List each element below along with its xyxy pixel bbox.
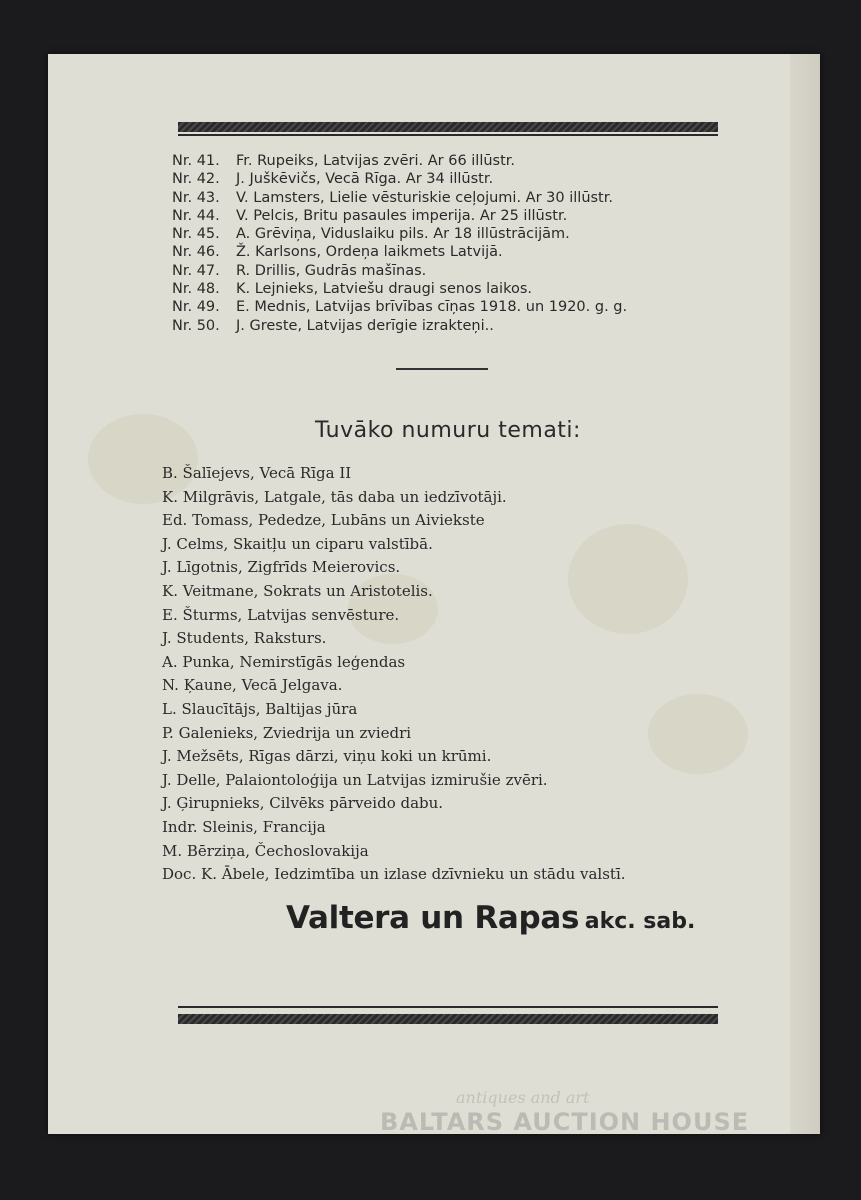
series-title: V. Pelcis, Britu pasaules imperija. Ar 25 illūstr. bbox=[236, 207, 568, 224]
series-item bbox=[172, 280, 732, 298]
series-number: Nr. 48. bbox=[172, 281, 220, 298]
series-title: J. Juškēvičs, Vecā Rīga. Ar 34 illūstr. bbox=[236, 171, 494, 188]
upcoming-item: J. Līgotnis, Zigfrīds Meierovics. bbox=[162, 558, 401, 577]
series-item bbox=[172, 170, 732, 188]
page-edge bbox=[790, 54, 820, 1134]
upcoming-item: J. Ģirupnieks, Cilvēks pārveido dabu. bbox=[162, 794, 444, 813]
bottom-decorative-rule bbox=[178, 1014, 718, 1024]
series-number: Nr. 42. bbox=[172, 171, 220, 188]
series-item bbox=[172, 262, 732, 280]
top-thin-rule bbox=[178, 134, 718, 136]
upcoming-item: J. Delle, Palaiontoloģija un Latvijas izmirušie zvēri. bbox=[162, 770, 548, 789]
publisher-imprint bbox=[286, 900, 786, 936]
publisher-name: Valtera un Rapas bbox=[286, 900, 580, 936]
section-divider bbox=[396, 368, 488, 370]
series-number: Nr. 44. bbox=[172, 207, 220, 224]
upcoming-item: B. Šalīejevs, Vecā Rīga II bbox=[162, 464, 352, 482]
series-item bbox=[172, 317, 732, 335]
series-item bbox=[172, 152, 732, 170]
upcoming-item: P. Galenieks, Zviedrija un zviedri bbox=[162, 723, 412, 742]
upcoming-item: Indr. Sleinis, Francija bbox=[162, 817, 326, 836]
upcoming-item: E. Šturms, Latvijas senvēsture. bbox=[162, 605, 400, 624]
series-item bbox=[172, 243, 732, 261]
upcoming-item: J. Students, Raksturs. bbox=[162, 629, 327, 648]
upcoming-item: K. Milgrāvis, Latgale, tās daba un iedzīvotāji. bbox=[162, 487, 507, 506]
upcoming-item: J. Mežsēts, Rīgas dārzi, viņu koki un krūmi. bbox=[162, 747, 492, 766]
series-item bbox=[172, 207, 732, 225]
series-item bbox=[172, 189, 732, 207]
series-title: Fr. Rupeiks, Latvijas zvēri. Ar 66 illūstr. bbox=[236, 153, 516, 169]
auction-house-watermark: BALTARS AUCTION HOUSE bbox=[380, 1108, 750, 1136]
series-title: K. Lejnieks, Latviešu draugi senos laikos. bbox=[236, 281, 532, 298]
upcoming-item: J. Celms, Skaitļu un ciparu valstībā. bbox=[162, 534, 433, 553]
series-title: J. Greste, Latvijas derīgie izrakteņi.. bbox=[236, 317, 494, 334]
series-list bbox=[172, 152, 732, 335]
series-title: V. Lamsters, Lielie vēsturiskie ceļojumi. Ar 30 illūstr. bbox=[236, 189, 613, 206]
upcoming-item: Doc. K. Ābele, Iedzimtība un izlase dzīvnieku un stādu valstī. bbox=[162, 865, 626, 884]
upcoming-item: Ed. Tomass, Pededze, Lubāns un Aiviekste bbox=[162, 511, 485, 530]
series-item bbox=[172, 225, 732, 243]
series-number: Nr. 43. bbox=[172, 189, 220, 206]
upcoming-item: M. Bērziņa, Čechoslovakija bbox=[162, 841, 369, 860]
bottom-thin-rule bbox=[178, 1006, 718, 1008]
series-number: Nr. 45. bbox=[172, 226, 220, 243]
series-number: Nr. 50. bbox=[172, 317, 220, 334]
series-number: Nr. 49. bbox=[172, 299, 220, 316]
series-title: A. Grēviņa, Viduslaiku pils. Ar 18 illūstrācijām. bbox=[236, 226, 570, 243]
series-item bbox=[172, 298, 732, 316]
series-title: R. Drillis, Gudrās mašīnas. bbox=[236, 262, 427, 279]
upcoming-item: N. Ķaune, Vecā Jelgava. bbox=[162, 676, 343, 695]
upcoming-item: L. Slaucītājs, Baltijas jūra bbox=[162, 699, 358, 718]
series-number: Nr. 47. bbox=[172, 262, 220, 279]
publisher-suffix: akc. sab. bbox=[584, 909, 696, 934]
series-title: E. Mednis, Latvijas brīvības cīņas 1918. un 1920. g. g. bbox=[236, 299, 628, 316]
top-decorative-rule bbox=[178, 122, 718, 132]
book-back-cover bbox=[48, 54, 820, 1134]
series-number: Nr. 41. bbox=[172, 153, 220, 169]
series-number: Nr. 46. bbox=[172, 244, 220, 261]
upcoming-item: K. Veitmane, Sokrats un Aristotelis. bbox=[162, 581, 433, 600]
upcoming-list bbox=[162, 462, 762, 887]
upcoming-heading: Tuvāko numuru temati: bbox=[315, 418, 581, 443]
watermark-tagline: antiques and art bbox=[456, 1088, 590, 1107]
upcoming-item: A. Punka, Nemirstīgās leģendas bbox=[162, 652, 406, 671]
series-title: Ž. Karlsons, Ordeņa laikmets Latvijā. bbox=[236, 244, 503, 261]
